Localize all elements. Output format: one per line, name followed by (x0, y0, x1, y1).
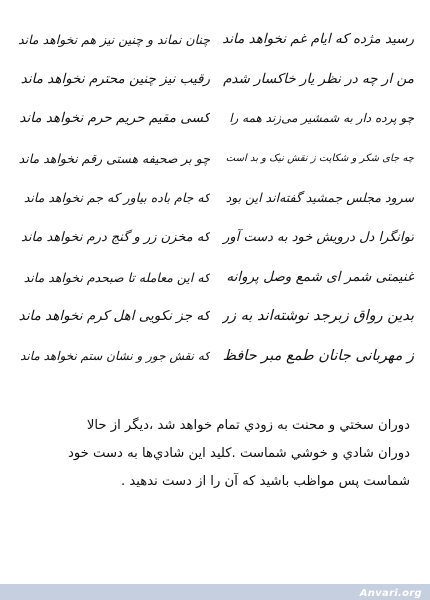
verse-line: که جام باده بیاور که جم نخواهد ماند (23, 190, 210, 206)
verse-line: رسید مژده که ایام غم نخواهد ماند (222, 31, 414, 47)
verse-line: رقیب نیز چنین محترم نخواهد ماند (20, 70, 210, 87)
verse-line: چنان نماند و چنین نیز هم نخواهد ماند (18, 32, 210, 47)
footer-bar (0, 584, 430, 600)
fortune-interpretation (22, 412, 410, 496)
verse-line: ز مهربانی جانان طمع مبر حافظ (222, 347, 414, 364)
verse-line: من ار چه در نظر یار خاکسار شدم (223, 70, 414, 87)
verse-line: بدین رواق زبرجد نوشته‌اند به زر (222, 308, 414, 325)
poem-left-column (18, 20, 210, 376)
verse-line: کسی مقیم حریم حرم نخواهد ماند (19, 110, 210, 127)
interpretation-line: شماست پس مواظب باشيد كه آن را از دست ندهيد . (121, 474, 410, 489)
verse-line: غنیمتی شمر ای شمع وصل پروانه (226, 268, 414, 285)
verse-line: که مخزن زر و گنج درم نخواهد ماند (21, 229, 210, 245)
interpretation-line: دوران سختي و محنت به زودي تمام خواهد شد ،ديگر از حالا (86, 418, 410, 433)
verse-line: سرود مجلس جمشید گفته‌اند این بود (225, 190, 414, 206)
verse-line: که این معامله تا صبحدم نخواهد ماند (23, 269, 210, 285)
verse-line: که جز نکویی اهل کرم نخواهد ماند (18, 308, 210, 325)
verse-line: چو پرده دار به شمشیر می‌زند همه را (229, 111, 414, 126)
verse-line: که نقش جور و نشان ستم نخواهد ماند (20, 348, 210, 363)
verse-line: توانگرا دل درویش خود به دست آور (223, 229, 414, 245)
interpretation-line: دوران شادي و خوشي شماست .كليد اين شادي‌ها به دست خود (68, 446, 410, 461)
site-watermark: Anvari.org (359, 588, 422, 599)
verse-line: چه جای شکر و شکایت ز نقش نیک و بد است (225, 152, 414, 164)
poem-right-column (222, 20, 414, 376)
verse-line: چو بر صحیفه هستی رقم نخواهد ماند (18, 150, 210, 166)
poem-image (18, 20, 414, 380)
